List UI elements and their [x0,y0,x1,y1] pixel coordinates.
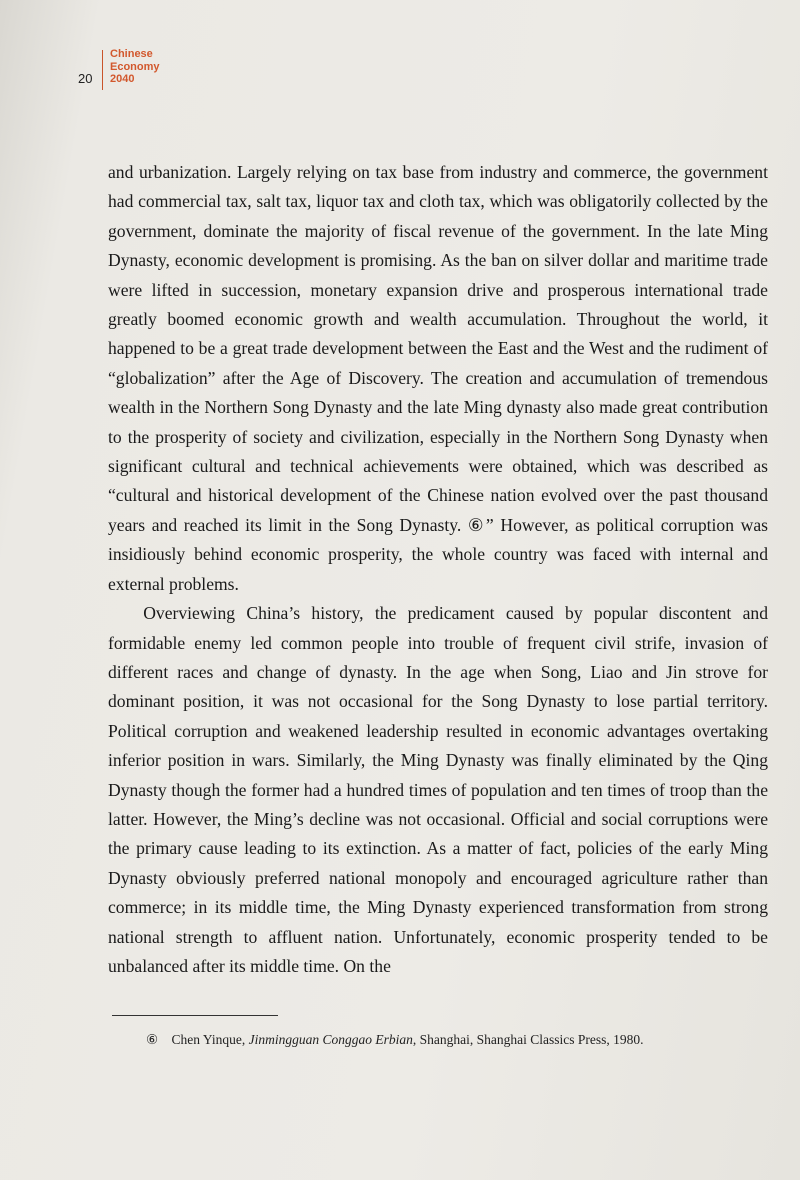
book-title-line: Economy [110,60,160,73]
header-divider [102,50,103,90]
book-title-line: 2040 [110,73,135,85]
paragraph: Overviewing China’s history, the predicament caused by popular discontent and formidable enemy led common people into trouble of frequent civil strife, invasion of different races and change of dynasty. In the age when Song, Liao and Jin strove for dominant position, it was not occasional for the Song Dynasty to lose partial territory. Political corruption and weakened leadership resulted in economic advantages overtaking inferior position in wars. Similarly, the Ming Dynasty was finally eliminated by the Qing Dynasty though the former had a hundred times of population and ten times of troop than the latter. However, the Ming’s decline was not occasional. Official and social corruptions were the primary cause leading to its extinction. As a matter of fact, policies of the early Ming Dynasty obviously preferred national monopoly and encouraged agriculture rather than commerce; in its middle time, the Ming Dynasty experienced transformation from strong national strength to affluent nation. Unfortunately, economic prosperity tended to be unbalanced after its middle time. On the [108,603,768,976]
body-text [108,158,768,981]
book-title [110,48,160,86]
paragraph: and urbanization. Largely relying on tax base from industry and commerce, the government had commercial tax, salt tax, liquor tax and cloth tax, which was obligatorily collected by the government, dominate the majority of fiscal revenue of the government. In the late Ming Dynasty, economic development is promising. As the ban on silver dollar and maritime trade were lifted in succession, monetary expansion drive and prosperous international trade greatly boomed economic growth and wealth accumulation. Throughout the world, it happened to be a great trade development between the East and the West and the rudiment of “globalization” after the Age of Discovery. The creation and accumulation of tremendous wealth in the Northern Song Dynasty and the late Ming dynasty also made great contribution to the prosperity of society and civilization, especially in the Northern Song Dynasty when significant cultural and technical achievements were obtained, which was described as “cultural and historical development of the Chinese nation evolved over the past thousand years and reached its limit in the Song Dynasty. ⑥” However, as political corruption was insidiously behind economic prosperity, the whole country was faced with internal and external problems. [108,162,768,594]
footnote-marker: ⑥ [146,1032,159,1047]
footnote-divider [112,1015,278,1016]
book-title-line: Chinese [110,48,153,60]
footnote-author: Chen Yinque, [171,1032,246,1047]
page-number: 20 [78,71,93,86]
footnote-publication: , Shanghai, Shanghai Classics Press, 1980. [412,1032,644,1047]
footnote [146,1032,643,1048]
footnote-title: Jinmingguan Conggao Erbian [248,1032,413,1047]
